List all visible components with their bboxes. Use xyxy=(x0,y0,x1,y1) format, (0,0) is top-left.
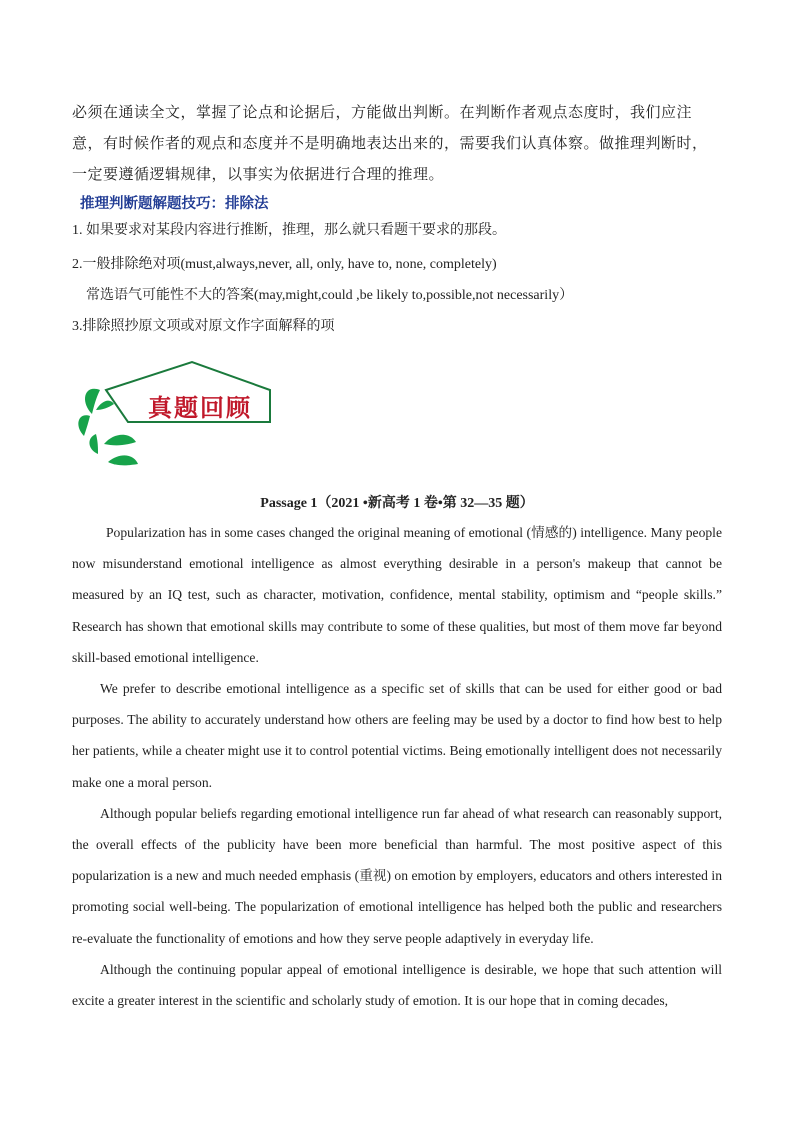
passage-paragraph-2: We prefer to describe emotional intelligence as a specific set of skills that can be used for either good or bad purposes. The ability to accurately understand how others are feeling may be used by a doctor to find how best to help her patients, while a cheater might use it to control potential victims. Being emotionally intelligent does not necessarily make one a moral person. xyxy=(72,681,722,790)
passage-paragraph-3: Although popular beliefs regarding emotional intelligence run far ahead of what research can reasonably support, the overall effects of the publicity have been more beneficial than harmful. The most positive aspect of this popularization is a new and much needed emphasis (重视) on emotion by employers, educators and others interested in promoting social well-being. The popularization of emotional intelligence has helped both the public and researchers re-evaluate the functionality of emotions and how they serve people adaptively in everyday life. xyxy=(72,805,722,946)
tip-item-2-continued: 常选语气可能性不大的答案(may,might,could ,be likely to,possible,not necessarily） xyxy=(86,288,574,303)
passage-body xyxy=(72,517,722,1016)
passage-paragraph-1: Popularization has in some cases changed the original meaning of emotional (情感的) intelligence. Many people now misunderstand emotional intelligence as almost everything desirable in a person's makeup that cannot be measured by an IQ test, such as character, motivation, confidence, mental stability, optimism and “people skills.” Research has shown that emotional skills may contribute to some of these qualities, but most of them move far beyond skill-based emotional intelligence. xyxy=(72,525,722,665)
tip-item-2: 2.一般排除绝对项(must,always,never, all, only, have to, none, completely) xyxy=(72,257,497,272)
passage-paragraph-4: Although the continuing popular appeal of emotional intelligence is desirable, we hope that such attention will excite a greater interest in the scientific and scholarly study of emotion. It is our hope that in coming decades, xyxy=(72,961,722,1009)
passage-title: Passage 1（2021 •新高考 1 卷•第 32—35 题） xyxy=(260,496,534,511)
tips-heading: 推理判断题解题技巧：排除法 xyxy=(80,196,269,212)
tip-item-1: 1. 如果要求对某段内容进行推断，推理，那么就只看题干要求的那段。 xyxy=(72,223,506,238)
intro-paragraph: 必须在通读全文，掌握了论点和论据后，方能做出判断。在判断作者观点态度时，我们应注意，有时候作者的观点和态度并不是明确地表达出来的，需要我们认真体察。做推理判断时，一定要遵循逻辑规律，以事实为依据进行合理的推理。 xyxy=(72,105,708,183)
tip-item-3: 3.排除照抄原文项或对原文作字面解释的项 xyxy=(72,319,335,334)
banner-title: 真题回顾 xyxy=(148,393,252,422)
